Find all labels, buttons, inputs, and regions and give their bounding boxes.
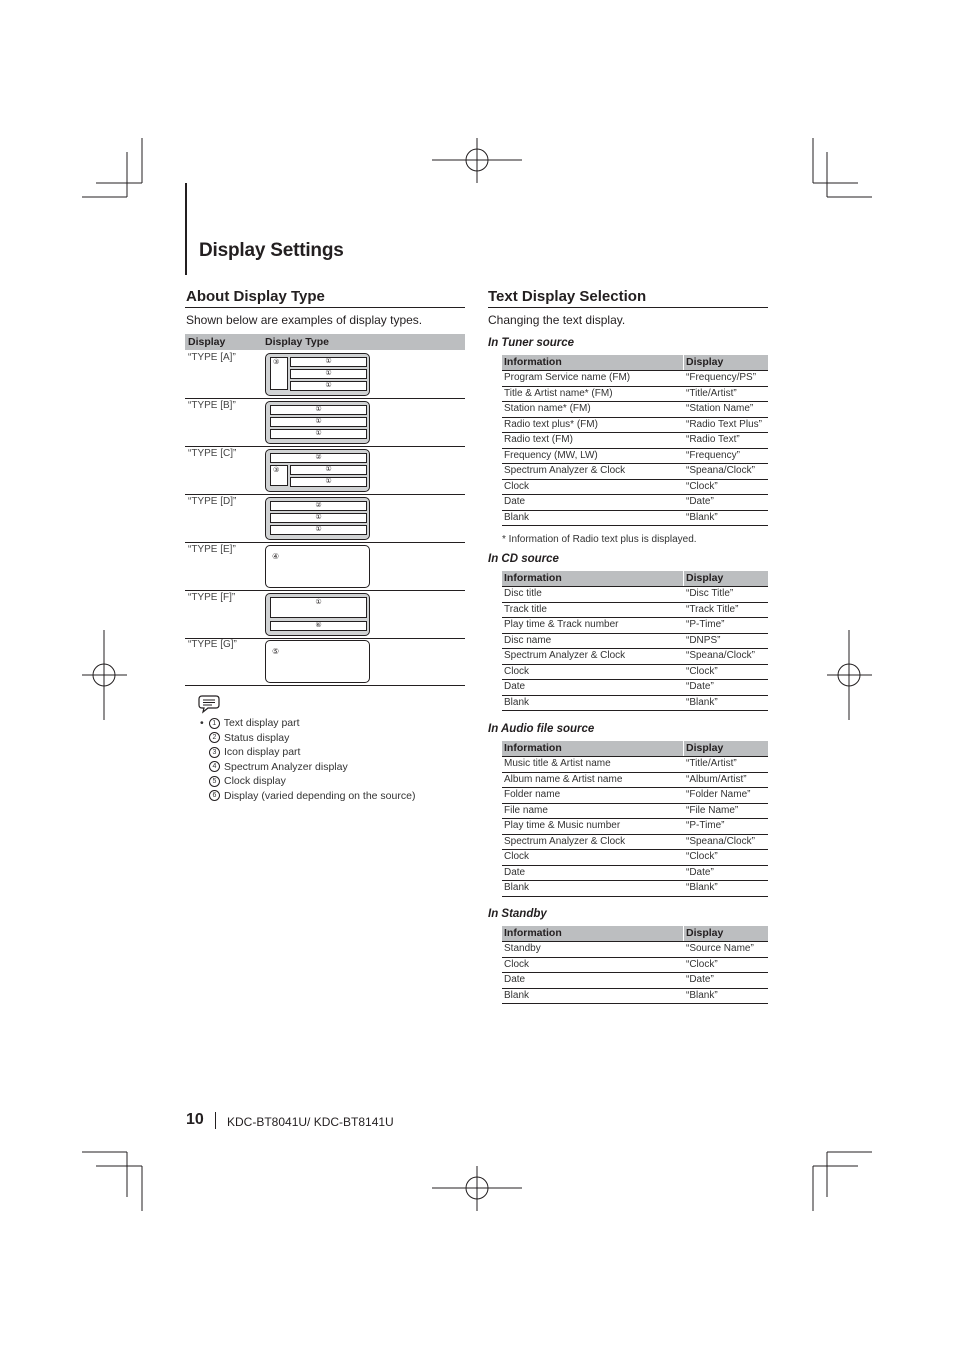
header-display: Display (686, 927, 724, 939)
header-display: Display (188, 336, 226, 348)
text-display-part: ① (270, 417, 367, 427)
display-type-row (185, 590, 465, 639)
display-cell: “Date” (686, 681, 714, 692)
registration-mark-right (827, 630, 872, 720)
header-display-type: Display Type (265, 336, 329, 348)
table-header (502, 926, 768, 942)
table-row (502, 371, 768, 387)
info-cell: Track title (504, 603, 547, 615)
table-header (502, 355, 768, 371)
table-row (502, 618, 768, 634)
display-cell: “File Name” (686, 804, 739, 816)
info-cell: Title & Artist name* (FM) (504, 387, 613, 399)
display-cell: “Speana/Clock” (686, 465, 755, 476)
table-row (502, 942, 768, 958)
info-cell: Play time & Track number (504, 619, 619, 630)
legend-text: Display (varied depending on the source) (224, 789, 416, 802)
table-row (502, 402, 768, 418)
display-cell: “Blank” (686, 989, 718, 1001)
display-cell: “Station Name” (686, 403, 754, 414)
subsection-title-audio: In Audio file source (488, 723, 595, 735)
display-cell: “Track Title” (686, 603, 739, 615)
status-display: ② (270, 501, 367, 511)
table-row (502, 680, 768, 696)
display-type-label: “TYPE [A]” (188, 352, 236, 363)
display-cell: “Date” (686, 974, 714, 985)
registration-mark-left (82, 630, 127, 720)
display-cell: “P-Time” (686, 619, 725, 630)
note-icon (198, 694, 222, 714)
info-cell: Folder name (504, 789, 561, 800)
subsection-title-tuner: In Tuner source (488, 337, 575, 349)
section-title-display-type: About Display Type (186, 288, 325, 305)
info-cell: Radio text (FM) (504, 434, 573, 445)
tuner-table (502, 355, 768, 526)
footnote: * Information of Radio text plus is displayed. (502, 534, 697, 545)
table-row (502, 973, 768, 989)
lcd-illustration (265, 497, 370, 540)
table-row (502, 387, 768, 403)
display-cell: “Clock” (686, 958, 718, 970)
spectrum-analyzer-display: ④ (272, 552, 280, 561)
legend-text: Text display part (223, 717, 300, 729)
display-cell: “Blank” (686, 511, 718, 523)
table-row (502, 433, 768, 449)
display-cell: “Clock” (686, 480, 718, 492)
text-display-part: ① (270, 597, 367, 618)
info-cell: Clock (504, 480, 530, 492)
text-display-part: ① (290, 381, 367, 391)
lcd-illustration (265, 353, 370, 396)
info-cell: Program Service name (FM) (504, 372, 631, 383)
standby-table (502, 926, 768, 1004)
info-cell: Standby (504, 943, 541, 954)
table-row (502, 696, 768, 712)
page-title: Display Settings (199, 240, 344, 261)
info-cell: Album name & Artist name (504, 773, 623, 785)
legend-text: Spectrum Analyzer display (224, 760, 348, 773)
table-row (502, 480, 768, 496)
header-display: Display (686, 572, 724, 584)
display-type-row (185, 398, 465, 447)
legend-item (200, 745, 415, 760)
table-row (502, 881, 768, 897)
section-title-text-display: Text Display Selection (488, 288, 647, 305)
registration-mark-top (432, 138, 522, 183)
info-cell: Blank (504, 989, 530, 1001)
clock-display: ⑤ (272, 647, 280, 656)
display-cell: “Frequency” (686, 449, 740, 461)
info-cell: Blank (504, 511, 530, 523)
legend-item (200, 760, 415, 775)
info-cell: Date (504, 496, 526, 507)
display-cell: “Radio Text Plus” (686, 418, 762, 430)
display-cell: “Clock” (686, 665, 718, 677)
display-cell: “Frequency/PS” (686, 372, 757, 383)
info-cell: Blank (504, 696, 530, 708)
legend-item (200, 731, 415, 746)
bullet: • (200, 717, 204, 729)
display-type-label: “TYPE [B]” (188, 400, 236, 411)
page-number: 10 (186, 1111, 204, 1128)
section-intro: Changing the text display. (488, 313, 626, 327)
display-cell: “Title/Artist” (686, 758, 737, 769)
legend-number: 1 (209, 718, 220, 729)
display-type-row (185, 494, 465, 543)
icon-display-part: ③ (270, 465, 288, 486)
text-display-part: ① (270, 513, 367, 523)
table-row (502, 449, 768, 465)
info-cell: Music title & Artist name (504, 758, 611, 769)
table-row (502, 989, 768, 1005)
info-cell: Spectrum Analyzer & Clock (504, 465, 626, 476)
table-header (502, 571, 768, 587)
header-information: Information (504, 572, 562, 584)
display-type-label: “TYPE [F]” (188, 592, 236, 603)
display-cell: “Album/Artist” (686, 773, 747, 785)
table-header (502, 741, 768, 757)
display-cell: “Blank” (686, 696, 718, 708)
table-row (502, 511, 768, 527)
table-row (502, 958, 768, 974)
display-cell: “Speana/Clock” (686, 835, 755, 847)
display-type-label: “TYPE [D]” (188, 496, 237, 507)
legend-text: Icon display part (224, 746, 301, 758)
text-display-part: ① (270, 525, 367, 535)
display-type-legend (200, 716, 415, 803)
subsection-title-cd: In CD source (488, 553, 559, 565)
lcd-illustration (265, 593, 370, 636)
legend-number: 5 (209, 776, 220, 787)
registration-mark-bottom (432, 1166, 522, 1211)
table-row (502, 757, 768, 773)
info-cell: Disc name (504, 634, 552, 646)
header-display: Display (686, 742, 724, 754)
display-cell: “Disc Title” (686, 588, 734, 599)
section-intro: Shown below are examples of display types. (186, 313, 423, 327)
table-row (502, 835, 768, 851)
legend-number: 3 (209, 747, 220, 758)
info-cell: Spectrum Analyzer & Clock (504, 835, 626, 847)
subsection-title-standby: In Standby (488, 908, 547, 920)
info-cell: Blank (504, 882, 530, 893)
text-display-part: ① (290, 369, 367, 379)
table-row (502, 634, 768, 650)
display-type-row (185, 350, 465, 399)
display-type-row (185, 637, 465, 686)
cd-table (502, 571, 768, 711)
info-cell: Disc title (504, 588, 542, 599)
info-cell: File name (504, 804, 548, 816)
display-type-label: “TYPE [C]” (188, 448, 237, 459)
display-type-row (185, 542, 465, 591)
table-row (502, 587, 768, 603)
legend-item (200, 774, 415, 789)
icon-display-part: ③ (270, 357, 288, 390)
table-row (502, 819, 768, 835)
source-display: ⑥ (270, 621, 367, 631)
display-cell: “Title/Artist” (686, 387, 737, 399)
table-row (502, 804, 768, 820)
display-cell: “Blank” (686, 882, 718, 893)
info-cell: Clock (504, 851, 530, 862)
legend-item (200, 789, 415, 804)
header-information: Information (504, 356, 562, 368)
display-cell: “DNPS” (686, 634, 721, 646)
legend-number: 6 (209, 790, 220, 801)
info-cell: Radio text plus* (FM) (504, 418, 598, 430)
lcd-illustration (265, 640, 370, 683)
legend-number: 4 (209, 761, 220, 772)
display-cell: “Speana/Clock” (686, 650, 755, 661)
info-cell: Play time & Music number (504, 820, 621, 831)
display-cell: “Folder Name” (686, 789, 751, 800)
info-cell: Date (504, 866, 526, 878)
audio-table (502, 741, 768, 897)
legend-number: 2 (209, 732, 220, 743)
text-display-part: ① (270, 405, 367, 415)
header-information: Information (504, 742, 562, 754)
table-row (502, 649, 768, 665)
section-rule (185, 307, 465, 308)
table-row (502, 665, 768, 681)
table-row (502, 866, 768, 882)
display-cell: “Date” (686, 496, 714, 507)
header-display: Display (686, 356, 724, 368)
legend-text: Clock display (224, 775, 286, 787)
info-cell: Date (504, 974, 526, 985)
table-row (502, 788, 768, 804)
footer-separator (215, 1112, 216, 1129)
display-type-table-header (185, 334, 465, 350)
display-cell: “Source Name” (686, 943, 754, 954)
display-type-label: “TYPE [G]” (188, 639, 237, 650)
table-row (502, 603, 768, 619)
display-type-label: “TYPE [E]” (188, 544, 236, 555)
text-display-part: ① (290, 357, 367, 367)
display-cell: “Date” (686, 866, 714, 878)
model-number: KDC-BT8041U/ KDC-BT8141U (227, 1115, 394, 1129)
title-rule (185, 183, 187, 275)
lcd-illustration (265, 449, 370, 492)
info-cell: Station name* (FM) (504, 403, 591, 414)
legend-text: Status display (224, 731, 290, 744)
display-type-row (185, 446, 465, 495)
display-cell: “P-Time” (686, 820, 725, 831)
info-cell: Clock (504, 958, 530, 970)
table-row (502, 495, 768, 511)
header-information: Information (504, 927, 562, 939)
table-row (502, 773, 768, 789)
info-cell: Date (504, 681, 526, 692)
status-display: ② (270, 453, 367, 463)
table-row (502, 464, 768, 480)
info-cell: Frequency (MW, LW) (504, 449, 598, 461)
text-display-part: ① (290, 477, 367, 487)
text-display-part: ① (270, 429, 367, 439)
legend-item (200, 716, 415, 731)
lcd-illustration (265, 545, 370, 588)
lcd-illustration (265, 401, 370, 444)
text-display-part: ① (290, 465, 367, 475)
display-cell: “Radio Text” (686, 434, 740, 445)
section-rule (488, 307, 768, 308)
info-cell: Spectrum Analyzer & Clock (504, 650, 626, 661)
info-cell: Clock (504, 665, 530, 677)
display-cell: “Clock” (686, 851, 718, 862)
table-row (502, 418, 768, 434)
table-row (502, 850, 768, 866)
